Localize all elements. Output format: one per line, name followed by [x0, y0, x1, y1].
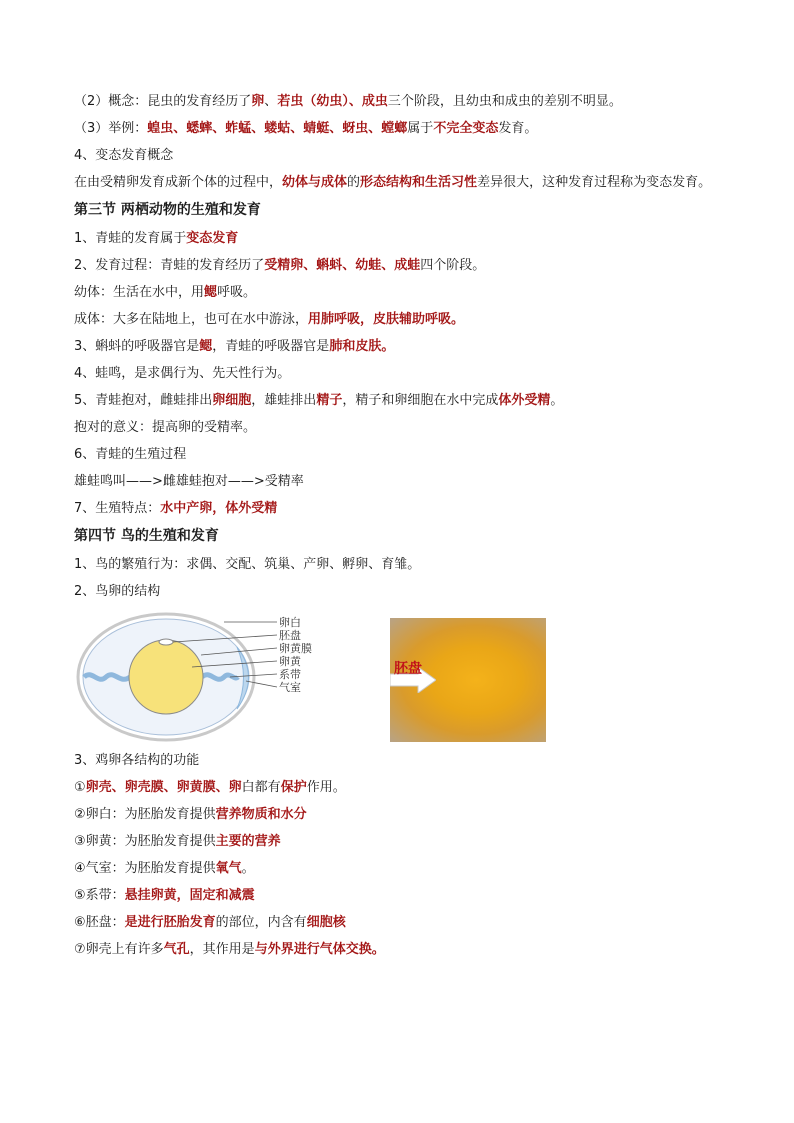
germinal-disc — [159, 639, 173, 645]
text-block-top — [74, 92, 734, 609]
text-segment: 。 — [550, 393, 564, 408]
text-line-bird-2 — [74, 582, 734, 609]
highlight-text: 悬挂卵黄，固定和减震 — [124, 888, 255, 903]
text-line-frog-5 — [74, 391, 734, 418]
egg-yolk-photo — [390, 618, 546, 742]
text-segment: ，青蛙的呼吸器官是 — [212, 339, 330, 354]
document-page — [74, 92, 734, 967]
text-segment: 1、鸟的繁殖行为：求偶、交配、筑巢、产卵、孵卵、育雏。 — [74, 557, 421, 572]
text-segment: 成体：大多在陆地上，也可在水中游泳， — [74, 312, 309, 327]
highlight-text: 不完全变态 — [433, 121, 499, 136]
highlight-text: 卵细胞 — [212, 393, 252, 408]
text-segment: 雄蛙鸣叫——>雌雄蛙抱对——>受精率 — [74, 474, 304, 489]
text-line-egg-f6 — [74, 913, 734, 940]
text-segment: ⑥胚盘： — [74, 915, 125, 930]
text-segment: 呼吸。 — [217, 285, 257, 300]
text-segment: ⑦卵壳上有许多 — [74, 942, 164, 957]
text-segment: 6、青蛙的生殖过程 — [74, 447, 187, 462]
highlight-text: 鳃 — [204, 285, 218, 300]
text-segment: 四个阶段。 — [420, 258, 486, 273]
text-segment: 。 — [241, 861, 255, 876]
text-segment: ②卵白：为胚胎发育提供 — [74, 807, 216, 822]
highlight-text: 鳃 — [199, 339, 213, 354]
text-line-frog-1 — [74, 229, 734, 256]
text-segment: 幼体：生活在水中，用 — [74, 285, 205, 300]
highlight-text: 卵壳、卵壳膜、卵黄膜、卵 — [85, 780, 242, 795]
text-line-frog-7 — [74, 499, 734, 526]
label-vitelline-membrane: 卵黄膜 — [279, 642, 312, 655]
highlight-text: 保护 — [280, 780, 307, 795]
text-segment: ① — [74, 780, 86, 795]
egg-structure-diagram — [74, 611, 324, 747]
text-segment: 三个阶段，且幼虫和成虫的差别不明显。 — [387, 94, 622, 109]
text-segment: 3、蝌蚪的呼吸器官是 — [74, 339, 200, 354]
text-line-examples — [74, 119, 734, 146]
highlight-text: 变态发育 — [186, 231, 239, 246]
text-line-larva — [74, 283, 734, 310]
diagram-labels — [279, 616, 312, 694]
text-segment: 4、变态发育概念 — [74, 148, 174, 163]
text-line-bird-1 — [74, 555, 734, 582]
text-line-frog-2 — [74, 256, 734, 283]
highlight-text: 与外界进行气体交换。 — [254, 942, 385, 957]
text-segment: 属于 — [407, 121, 434, 136]
label-germinal-disc: 胚盘 — [279, 629, 301, 642]
highlight-text: 营养物质和水分 — [215, 807, 307, 822]
highlight-text: 水中产卵，体外受精 — [160, 501, 278, 516]
text-segment: 在由受精卵发育成新个体的过程中， — [74, 175, 283, 190]
text-segment: 抱对的意义：提高卵的受精率。 — [74, 420, 257, 435]
text-line-egg-f3 — [74, 832, 734, 859]
text-segment: ，雄蛙排出 — [251, 393, 317, 408]
highlight-text: 氧气 — [215, 861, 242, 876]
text-line-frog-3 — [74, 337, 734, 364]
highlight-text: 肺和皮肤。 — [329, 339, 395, 354]
text-segment: 2、鸟卵的结构 — [74, 584, 161, 599]
highlight-text: 蝗虫、蟋蟀、蚱蜢、蝼蛄、蜻蜓、蚜虫、螳螂 — [147, 121, 408, 136]
text-line-adult — [74, 310, 734, 337]
section-heading-section-4 — [74, 526, 734, 555]
highlight-text: 主要的营养 — [215, 834, 281, 849]
highlight-text: 是进行胚胎发育 — [124, 915, 216, 930]
text-segment: （3）举例： — [74, 121, 148, 136]
text-segment: 第三节 两栖动物的生殖和发育 — [74, 202, 261, 218]
text-line-concept — [74, 92, 734, 119]
text-segment: 2、发育过程：青蛙的发育经历了 — [74, 258, 265, 273]
text-segment: 的部位，内含有 — [215, 915, 307, 930]
section-heading-section-3 — [74, 200, 734, 229]
text-segment: 5、青蛙抱对，雌蛙排出 — [74, 393, 213, 408]
highlight-text: 幼体与成体 — [282, 175, 348, 190]
text-segment: ④气室：为胚胎发育提供 — [74, 861, 216, 876]
highlight-text: 体外受精 — [498, 393, 551, 408]
text-line-egg-f2 — [74, 805, 734, 832]
text-segment: 作用。 — [306, 780, 346, 795]
text-segment: 、 — [264, 94, 278, 109]
highlight-text: 细胞核 — [306, 915, 346, 930]
highlight-text: 受精卵、蝌蚪、幼蛙、成蛙 — [264, 258, 421, 273]
text-segment: 7、生殖特点： — [74, 501, 161, 516]
label-yolk: 卵黄 — [279, 655, 301, 668]
highlight-text: 用肺呼吸，皮肤辅助呼吸。 — [308, 312, 465, 327]
text-line-frog-flow — [74, 472, 734, 499]
label-chalaza: 系带 — [279, 668, 301, 681]
label-air-chamber: 气室 — [279, 681, 301, 694]
text-segment: 1、青蛙的发育属于 — [74, 231, 187, 246]
text-segment: 发育。 — [498, 121, 538, 136]
text-segment: ⑤系带： — [74, 888, 125, 903]
text-segment: 白都有 — [241, 780, 281, 795]
text-segment: ，其作用是 — [189, 942, 255, 957]
text-segment: 的 — [347, 175, 361, 190]
highlight-text: 气孔 — [163, 942, 190, 957]
text-line-egg-f5 — [74, 886, 734, 913]
highlight-text: 若虫（幼虫）、成虫 — [277, 94, 388, 109]
text-segment: ③卵黄：为胚胎发育提供 — [74, 834, 216, 849]
text-line-egg-f1 — [74, 778, 734, 805]
text-line-amplexus — [74, 418, 734, 445]
text-segment: ，精子和卵细胞在水中完成 — [342, 393, 499, 408]
text-line-frog-6 — [74, 445, 734, 472]
text-segment: 第四节 鸟的生殖和发育 — [74, 528, 219, 544]
text-line-egg-3 — [74, 751, 734, 778]
text-line-egg-f7 — [74, 940, 734, 967]
highlight-text: 精子 — [316, 393, 343, 408]
photo-label-germinal-disc: 胚盘 — [394, 661, 422, 677]
egg-figures — [74, 611, 734, 747]
text-segment: 3、鸡卵各结构的功能 — [74, 753, 200, 768]
text-line-egg-f4 — [74, 859, 734, 886]
highlight-text: 卵 — [251, 94, 265, 109]
text-block-bottom — [74, 751, 734, 967]
text-segment: 4、蛙鸣，是求偶行为、先天性行为。 — [74, 366, 291, 381]
yolk — [129, 640, 203, 714]
highlight-text: 形态结构和生活习性 — [360, 175, 478, 190]
text-line-frog-4 — [74, 364, 734, 391]
text-segment: 差异很大，这种发育过程称为变态发育。 — [477, 175, 712, 190]
text-segment: （2）概念：昆虫的发育经历了 — [74, 94, 252, 109]
text-line-metamorphosis-def — [74, 173, 734, 193]
label-egg-white: 卵白 — [279, 616, 301, 629]
text-line-metamorphosis-title — [74, 146, 734, 173]
